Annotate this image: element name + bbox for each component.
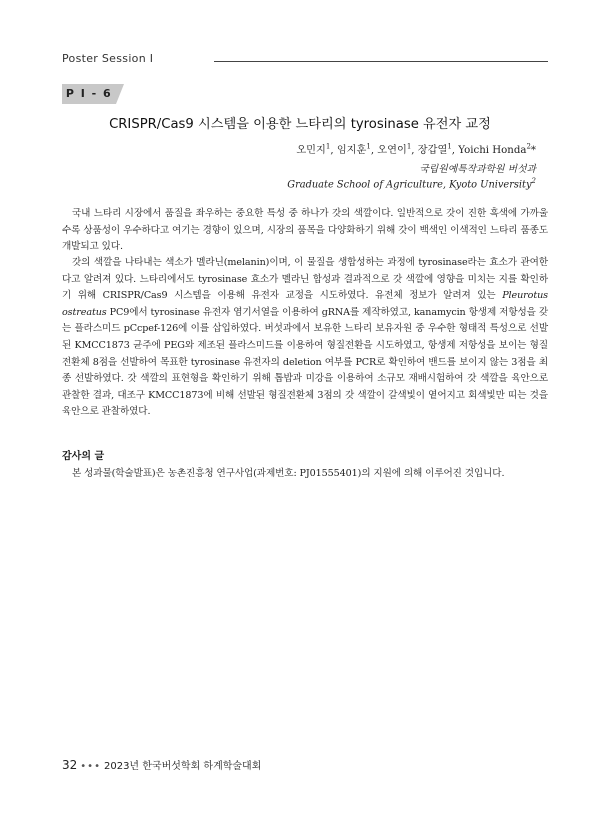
body-paragraph-2-part-b: PC9에서 tyrosinase 유전자 염기서열을 이용하여 gRNA를 제작하였고, kanamycin 항생제 저항성을 갖는 플라스미드 pCcpef-126에 이를 삽입하였다. 버섯과에서 보유한 느타리 보유자원 중 우수한 형태적 특성으로 선발된 KMCC1873 균주에 PEG와 제조된 플라스미드를 이용하여 형질전환을 시도하였고, 항생제 저항성을 보이는 형질전환체 8점을 선발하여 목표한 tyrosinase 유전자의 deletion 여부를 PCR로 확인하여 밴드를 보이지 않는 3점을 최종 선발하였다. 갓 색깔의 표현형을 확인하기 위해 톱밥과 미강을 이용하여 소규모 재배시험하여 갓 색깔을 육안으로 관찰한 결과, 대조구 KMCC1873에 비해 선발된 형질전환체 3점의 갓 색깔이 갈색빛이 옅어지고 회색빛만 띠는 것을 육안으로 관찰하였다. (62, 306, 548, 418)
species-name: Pleurotus ostreatus (62, 290, 548, 318)
paper-title: CRISPR/Cas9 시스템을 이용한 느타리의 tyrosinase 유전자 교정 (109, 117, 491, 132)
affiliation-2-mark: 2 (531, 177, 536, 185)
author-separator: , (330, 145, 337, 156)
author-name: 임지훈 (336, 145, 367, 156)
body-paragraph-2 (62, 255, 548, 421)
author-mark: 2 (526, 142, 531, 151)
acknowledgement-text: 본 성과물(학술발표)은 농촌진흥청 연구사업(과제번호: PJ01555401)의 지원에 의해 이루어진 것입니다. (72, 468, 505, 479)
footer-dots: ••• (80, 761, 101, 772)
session-label: Poster Session Ⅰ (62, 52, 154, 65)
body-paragraph-2-part-a: 갓의 색깔을 나타내는 색소가 멜라닌(melanin)이며, 이 물질을 생합성하는 과정에 tyrosinase라는 효소가 관여한다고 알려져 있다. 느타리에서도 tyrosinase 효소가 멜라닌 합성과 결과적으로 갓 색깔에 영향을 미치는 지를 확인하기 위해 CRISPR/Cas9 시스템을 이용해 유전자 교정을 시도하였다. 유전체 정보가 알려져 있는 (62, 257, 548, 302)
author-name: 오연이 (377, 145, 407, 156)
author-name: Yoichi Honda (458, 145, 527, 156)
author-name: 오민지 (296, 145, 326, 156)
affiliation-2-text: Graduate School of Agriculture, Kyoto University (287, 179, 532, 191)
author-mark: 1 (447, 142, 452, 151)
author-separator: , (370, 145, 378, 156)
author-list (296, 141, 536, 156)
page-footer (62, 757, 261, 772)
affiliation-2 (287, 177, 536, 190)
author-separator: , (451, 145, 459, 156)
acknowledgement-heading: 감사의 글 (62, 451, 105, 462)
author-name: 장갑열 (417, 145, 448, 156)
poster-id-label: P I - 6 (65, 87, 113, 100)
corresponding-mark: * (530, 145, 536, 156)
poster-id-badge (62, 84, 124, 104)
author-separator: , (411, 145, 418, 156)
author-mark: 1 (406, 142, 412, 151)
affiliation-1: 국립원예특작과학원 버섯과 (419, 164, 536, 175)
page-number: 32 (62, 758, 78, 772)
footer-event: 2023년 한국버섯학회 하계학술대회 (103, 761, 262, 772)
header-rule (214, 61, 548, 62)
author-mark: 1 (366, 142, 371, 151)
running-header (62, 52, 548, 68)
author-mark: 1 (325, 142, 331, 151)
body-paragraph-1: 국내 느타리 시장에서 품질을 좌우하는 중요한 특성 중 하나가 갓의 색깔이다. 일반적으로 갓이 진한 흑색에 가까울수록 상품성이 우수하다고 여기는 경향이 있으며, 시장의 품목을 다양화하기 위해 갓이 백색인 이색적인 느타리 품종도 개발되고 있다. (62, 208, 548, 253)
